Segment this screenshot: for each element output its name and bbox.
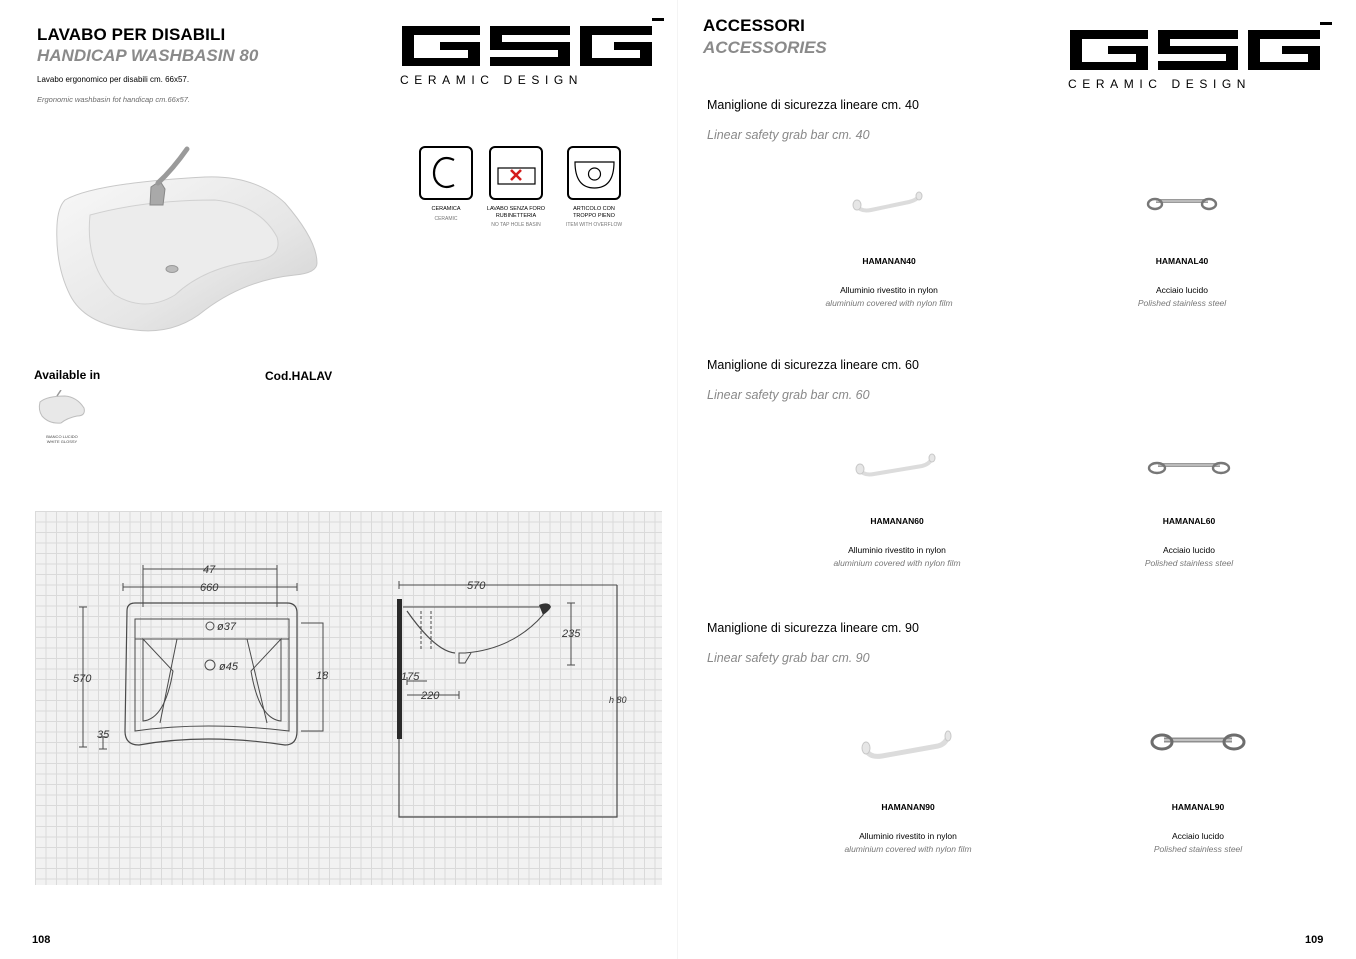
finish-label xyxy=(37,434,87,444)
feature-no-tap-hole xyxy=(486,146,546,228)
product-material: Alluminio rivestito in nylon xyxy=(848,545,946,555)
dim-bottom-offset: 35 xyxy=(97,729,110,741)
product-code: HAMANAL90 xyxy=(1171,802,1225,812)
dim-top-outer: 660 xyxy=(200,582,219,594)
grab-bar-nylon-icon xyxy=(849,190,929,220)
product-material-en: aluminium covered with nylon film xyxy=(844,844,972,854)
section-title: Maniglione di sicurezza lineare cm. 40 xyxy=(707,98,919,112)
grab-bar-nylon-icon xyxy=(858,730,958,764)
ceramic-icon xyxy=(419,146,473,200)
grab-bar-steel-icon xyxy=(1142,190,1222,220)
product-hamanan40[interactable] xyxy=(789,190,989,308)
product-hamanal60[interactable] xyxy=(1089,452,1289,568)
accessories-subtitle: ACCESSORIES xyxy=(703,38,827,57)
feature-label: ARTICOLO CON TROPPO PIENO xyxy=(573,206,615,219)
product-material-en: Polished stainless steel xyxy=(1137,298,1227,308)
product-material: Alluminio rivestito in nylon xyxy=(859,831,957,841)
product-code: HAMANAN60 xyxy=(870,516,924,526)
dim-hole-large: ø45 xyxy=(219,661,238,673)
section-subtitle: Linear safety grab bar cm. 40 xyxy=(707,128,870,142)
page-divider xyxy=(677,0,678,959)
brand-logo-right xyxy=(1068,22,1334,91)
dim-depth-left: 570 xyxy=(73,673,92,685)
product-code: HAMANAN90 xyxy=(881,802,935,812)
product-code: HAMANAN40 xyxy=(862,256,916,266)
feature-label-en: CERAMIC xyxy=(434,215,458,222)
feature-label-en: NO TAP HOLE BASIN xyxy=(491,222,541,228)
product-material: Acciaio lucido xyxy=(1172,831,1224,841)
product-code: Cod.HALAV xyxy=(265,369,333,383)
grab-bar-steel-icon xyxy=(1148,730,1248,764)
dim-hole-small: ø37 xyxy=(217,621,236,633)
dim-side-drain: 220 xyxy=(421,690,440,702)
page-number-right: 109 xyxy=(1305,934,1324,946)
product-material-en: aluminium covered with nylon film xyxy=(833,558,961,568)
product-hamanal40[interactable] xyxy=(1082,190,1282,308)
product-code: HAMANAL40 xyxy=(1155,256,1209,266)
overflow-icon xyxy=(567,146,621,200)
section-title: Maniglione di sicurezza lineare cm. 90 xyxy=(707,621,919,635)
product-material: Acciaio lucido xyxy=(1163,545,1215,555)
grab-bar-nylon-icon xyxy=(852,452,942,482)
product-hamanal90[interactable] xyxy=(1098,730,1298,854)
page-title: LAVABO PER DISABILI xyxy=(37,25,226,44)
feature-label: LAVABO SENZA FORO RUBINETTERIA xyxy=(486,206,546,219)
brand-logo-sub: CERAMIC DESIGN xyxy=(1068,77,1252,91)
brand-logo xyxy=(400,18,666,87)
feature-overflow xyxy=(564,146,624,228)
page-number-left: 108 xyxy=(32,934,51,946)
grab-bar-steel-icon xyxy=(1144,452,1234,482)
finish-swatch[interactable] xyxy=(37,390,87,426)
brand-logo-mark xyxy=(1068,22,1334,70)
product-material-en: Polished stainless steel xyxy=(1144,558,1234,568)
brand-logo-mark xyxy=(400,18,666,66)
finish-label-en: WHITE GLOSSY xyxy=(46,439,78,444)
no-tap-hole-icon xyxy=(489,146,543,200)
product-material: Acciaio lucido xyxy=(1156,285,1208,295)
dim-mount-height: h 80 xyxy=(609,695,627,705)
accessories-title: ACCESSORI xyxy=(703,16,805,35)
product-material-en: Polished stainless steel xyxy=(1153,844,1243,854)
page-subtitle: HANDICAP WASHBASIN 80 xyxy=(37,46,259,65)
available-in-label: Available in xyxy=(34,368,101,382)
washbasin-photo xyxy=(55,145,320,335)
product-material-en: aluminium covered with nylon film xyxy=(825,298,953,308)
technical-drawing xyxy=(35,511,662,885)
dim-side-right: 18 xyxy=(316,670,329,682)
product-hamanan90[interactable] xyxy=(808,730,1008,854)
product-description: Lavabo ergonomico per disabili cm. 66x57. xyxy=(37,75,190,84)
product-code: HAMANAL60 xyxy=(1162,516,1216,526)
section-subtitle: Linear safety grab bar cm. 60 xyxy=(707,388,870,402)
product-material: Alluminio rivestito in nylon xyxy=(840,285,938,295)
finish-label-it: BIANCO LUCIDO xyxy=(46,434,78,439)
product-description-en: Ergonomic washbasin fot handicap cm.66x57. xyxy=(37,95,191,104)
dim-side-offset: 175 xyxy=(401,671,420,683)
dim-side-width: 570 xyxy=(467,580,486,592)
dim-side-height: 235 xyxy=(562,628,581,640)
dim-top-inner: 47 xyxy=(203,564,216,576)
product-hamanan60[interactable] xyxy=(797,452,997,568)
feature-label-en: ITEM WITH OVERFLOW xyxy=(565,222,623,228)
feature-ceramic xyxy=(416,146,476,222)
brand-logo-sub: CERAMIC DESIGN xyxy=(400,73,584,87)
section-title: Maniglione di sicurezza lineare cm. 60 xyxy=(707,358,919,372)
section-subtitle: Linear safety grab bar cm. 90 xyxy=(707,651,870,665)
feature-label: CERAMICA xyxy=(431,206,461,212)
